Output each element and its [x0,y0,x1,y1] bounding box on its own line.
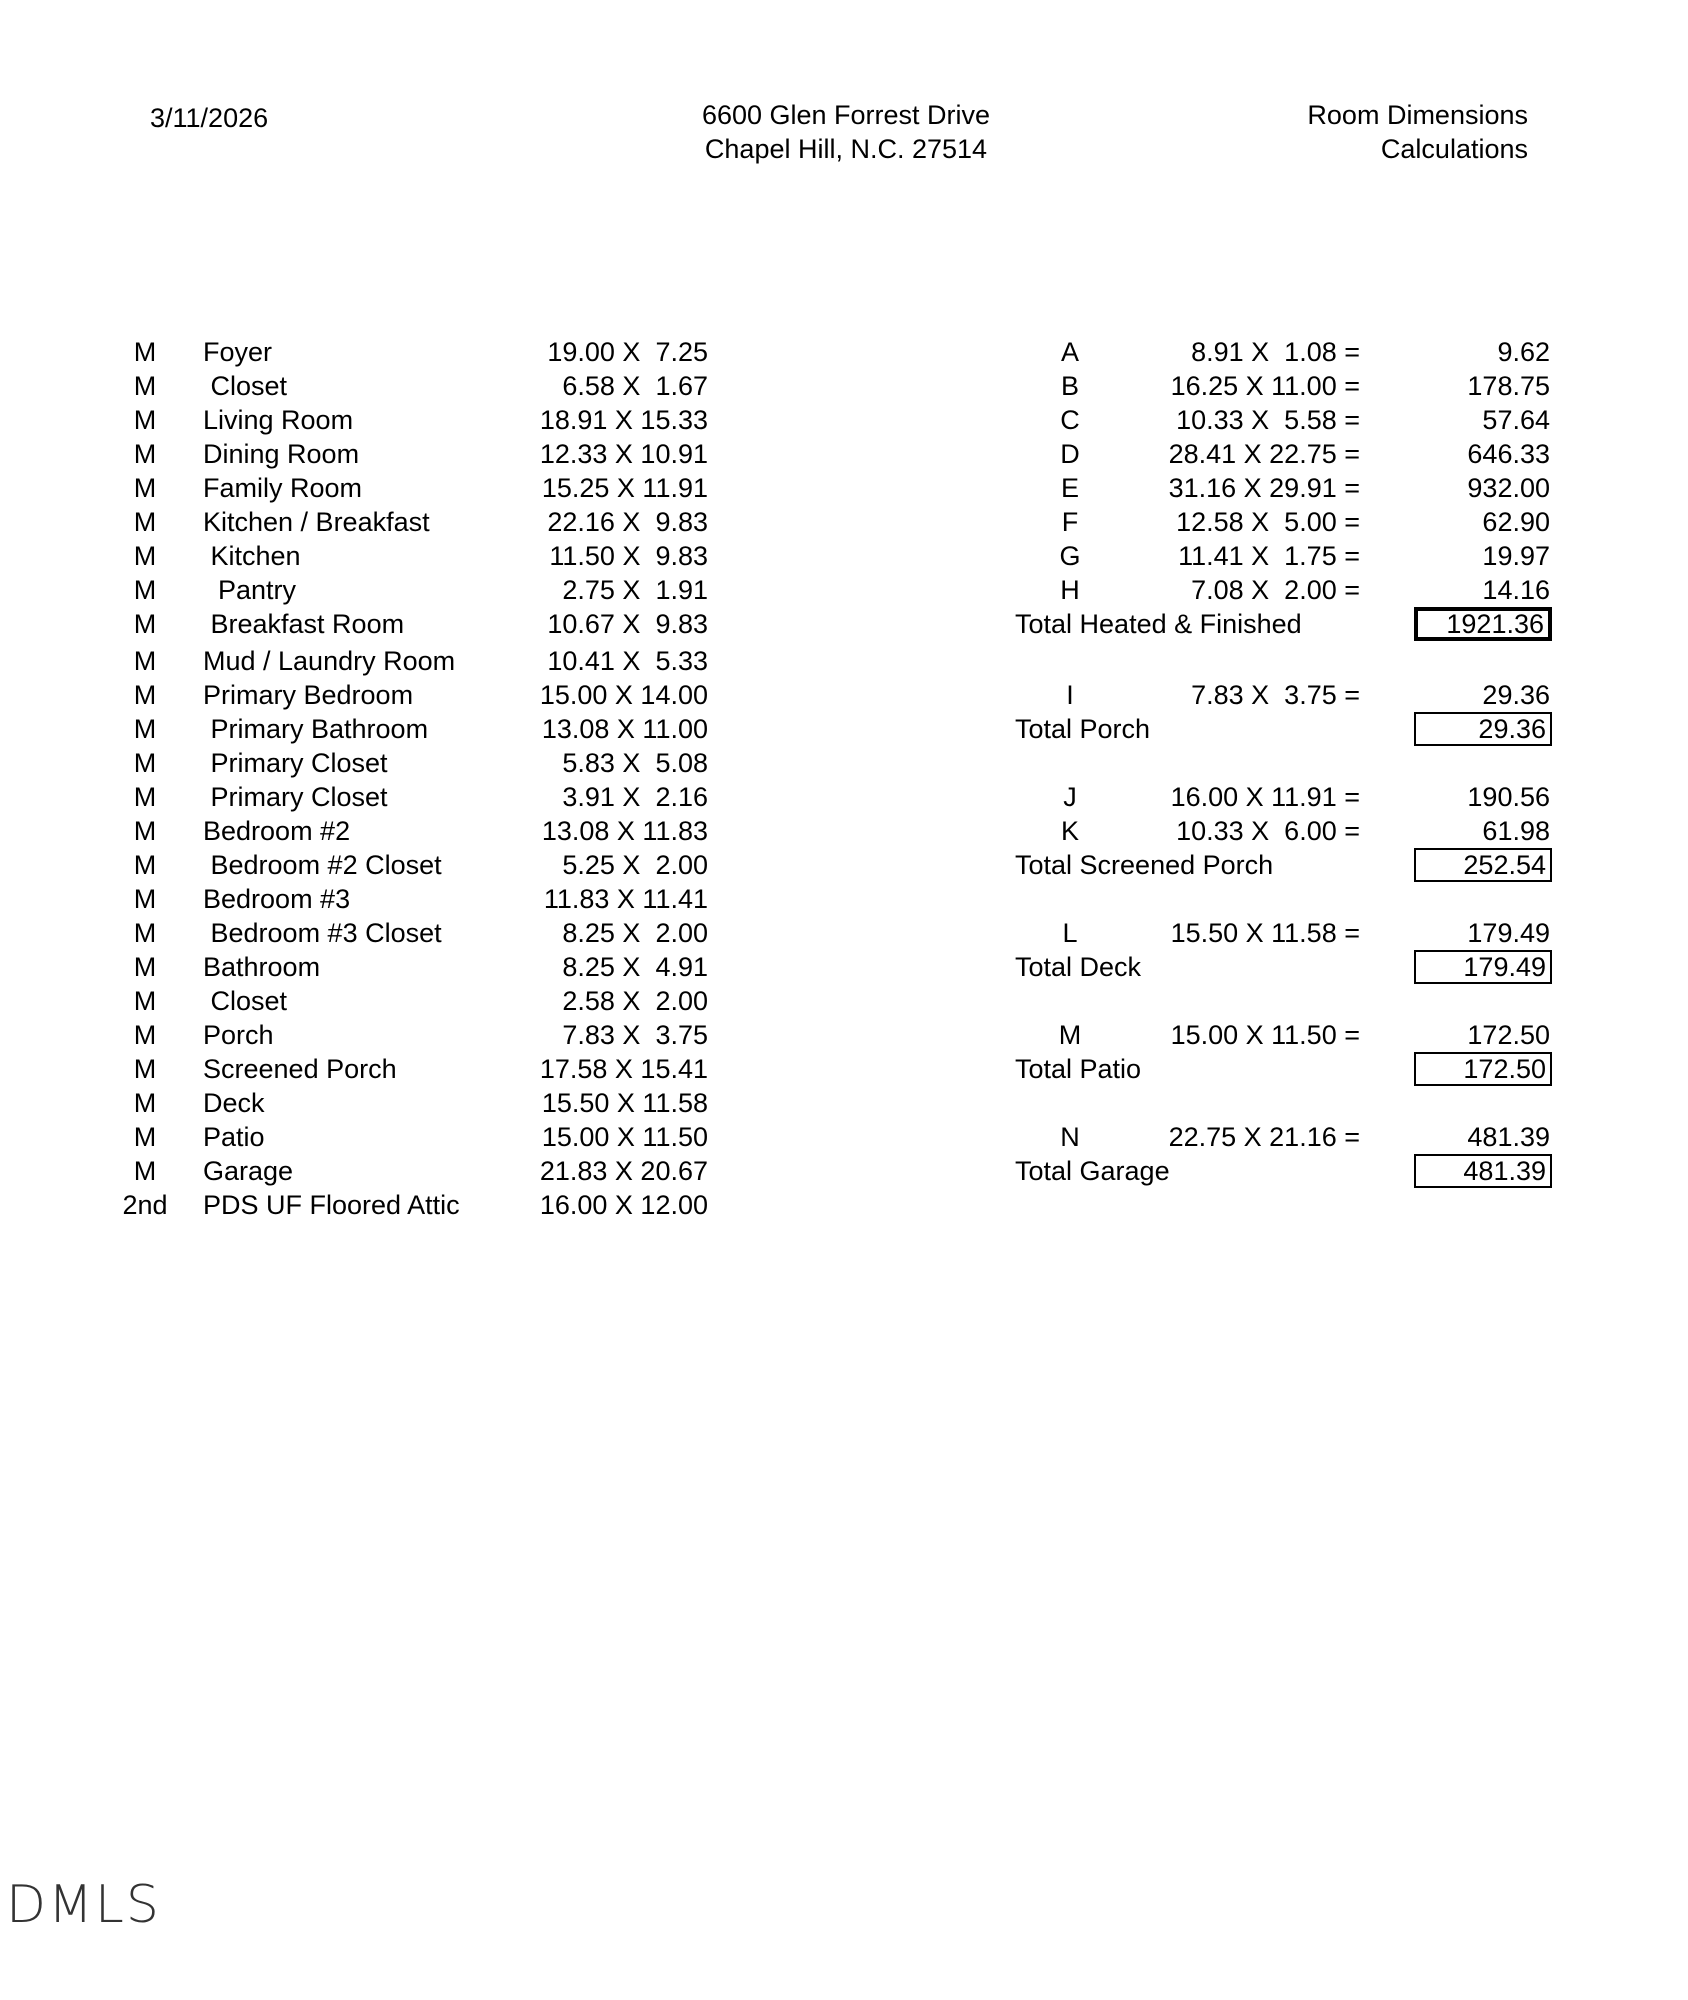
total-value-box: 179.49 [1414,950,1552,984]
room-dimensions: 13.08 X 11.00 [541,714,708,744]
room-dimensions: 10.41 X 5.33 [547,646,708,676]
calc-expression: 16.25 X 11.00 = [1170,371,1360,401]
total-value-box: 172.50 [1414,1052,1552,1086]
room-level: M [133,986,157,1016]
calc-row [0,471,1688,505]
calc-value: 646.33 [1467,439,1550,469]
room-level: M [133,918,157,948]
calc-label: E [1060,473,1079,503]
calc-expression: 10.33 X 6.00 = [1176,816,1360,846]
room-name: Bedroom #2 [203,816,351,846]
room-name: Screened Porch [203,1054,397,1084]
total-row [0,607,1688,641]
room-dimensions: 11.83 X 11.41 [543,884,708,914]
calc-value: 172.50 [1467,1020,1550,1050]
room-dimensions: 5.83 X 5.08 [562,748,708,778]
calc-expression: 15.00 X 11.50 = [1170,1020,1360,1050]
room-level: M [133,748,157,778]
calc-expression: 15.50 X 11.58 = [1170,918,1360,948]
room-dimensions: 18.91 X 15.33 [539,405,708,435]
room-name: Bedroom #3 Closet [203,918,442,948]
room-level: M [133,782,157,812]
room-name: Closet [203,371,288,401]
room-dimensions: 17.58 X 15.41 [539,1054,708,1084]
room-level: M [133,1088,157,1118]
calc-expression: 7.83 X 3.75 = [1191,680,1360,710]
room-dimensions: 7.83 X 3.75 [562,1020,708,1050]
room-name: Mud / Laundry Room [203,646,456,676]
calc-row [0,437,1688,471]
report-title-line-1: Room Dimensions [1307,100,1528,130]
room-name: Kitchen [203,541,301,571]
room-level: M [133,1020,157,1050]
calc-row [0,814,1688,848]
total-label: Total Screened Porch [1015,850,1274,880]
calc-value: 62.90 [1482,507,1550,537]
total-row [0,1052,1688,1086]
calc-label: H [1060,575,1080,605]
room-name: Pantry [203,575,297,605]
calc-value: 190.56 [1467,782,1550,812]
room-dimensions: 21.83 X 20.67 [539,1156,708,1186]
room-level: M [133,816,157,846]
calc-label: I [1066,680,1074,710]
room-level: M [133,680,157,710]
room-dimensions: 6.58 X 1.67 [562,371,708,401]
total-row [0,1154,1688,1188]
room-name: PDS UF Floored Attic [203,1190,460,1220]
room-level: M [133,609,157,639]
room-dimensions: 12.33 X 10.91 [539,439,708,469]
calc-expression: 16.00 X 11.91 = [1170,782,1360,812]
room-dimensions: 8.25 X 2.00 [562,918,708,948]
room-name: Primary Bedroom [203,680,414,710]
calc-value: 932.00 [1467,473,1550,503]
calc-label: K [1060,816,1079,846]
calc-value: 481.39 [1467,1122,1550,1152]
room-dimensions: 15.50 X 11.58 [541,1088,708,1118]
calc-row [0,403,1688,437]
room-name: Bedroom #3 [203,884,351,914]
room-dimensions: 19.00 X 7.25 [547,337,708,367]
room-dimensions: 16.00 X 12.00 [539,1190,708,1220]
room-name: Primary Bathroom [203,714,429,744]
total-label: Total Garage [1015,1156,1170,1186]
room-dimensions: 15.25 X 11.91 [541,473,708,503]
calc-row [0,539,1688,573]
room-level: M [133,405,157,435]
calc-row [0,573,1688,607]
dmls-watermark: DMLS [6,1875,161,1935]
room-name: Garage [203,1156,294,1186]
calc-value: 178.75 [1467,371,1550,401]
calc-label: M [1058,1020,1082,1050]
report-date: 3/11/2026 [150,103,269,133]
room-name: Patio [203,1122,265,1152]
report-title-line-2: Calculations [1380,134,1528,164]
room-dimensions: 10.67 X 9.83 [547,609,708,639]
room-name: Closet [203,986,288,1016]
calc-row [0,335,1688,369]
room-dimensions: 15.00 X 11.50 [541,1122,708,1152]
calc-expression: 31.16 X 29.91 = [1168,473,1360,503]
room-name: Primary Closet [203,782,388,812]
calc-row [0,1120,1688,1154]
room-name: Family Room [203,473,363,503]
property-address [596,98,1096,166]
room-name: Porch [203,1020,274,1050]
report-title [1307,98,1528,166]
room-dimensions: 8.25 X 4.91 [562,952,708,982]
calc-label: J [1063,782,1077,812]
room-name: Deck [203,1088,265,1118]
room-dimensions: 5.25 X 2.00 [562,850,708,880]
calc-value: 9.62 [1497,337,1550,367]
room-level: M [133,1054,157,1084]
room-level: M [133,1156,157,1186]
room-level: M [133,371,157,401]
total-value-box: 252.54 [1414,848,1552,882]
calc-label: F [1061,507,1079,537]
room-name: Foyer [203,337,273,367]
room-name: Bedroom #2 Closet [203,850,442,880]
total-value-box: 29.36 [1414,712,1552,746]
room-level: M [133,541,157,571]
calc-expression: 12.58 X 5.00 = [1176,507,1360,537]
room-level: M [133,575,157,605]
total-value-box: 1921.36 [1414,607,1552,641]
calc-label: D [1060,439,1080,469]
calc-row [0,916,1688,950]
room-level: M [133,439,157,469]
room-name: Primary Closet [203,748,388,778]
room-dimensions: 3.91 X 2.16 [562,782,708,812]
calc-expression: 22.75 X 21.16 = [1168,1122,1360,1152]
total-label: Total Porch [1015,714,1151,744]
room-level: M [133,507,157,537]
calc-expression: 8.91 X 1.08 = [1191,337,1360,367]
room-dimensions: 2.58 X 2.00 [562,986,708,1016]
room-name: Living Room [203,405,354,435]
room-level: M [133,714,157,744]
calc-label: N [1060,1122,1080,1152]
calc-label: C [1060,405,1080,435]
calc-row [0,505,1688,539]
calc-label: L [1062,918,1078,948]
total-label: Total Heated & Finished [1015,609,1302,639]
total-value-box: 481.39 [1414,1154,1552,1188]
room-name: Dining Room [203,439,360,469]
calc-value: 14.16 [1482,575,1550,605]
calc-value: 19.97 [1482,541,1550,571]
calc-row [0,369,1688,403]
room-name: Bathroom [203,952,321,982]
room-level: M [133,473,157,503]
total-label: Total Patio [1015,1054,1142,1084]
calc-expression: 28.41 X 22.75 = [1168,439,1360,469]
room-level: 2nd [122,1190,168,1220]
room-level: M [133,850,157,880]
address-line-2: Chapel Hill, N.C. 27514 [704,134,988,164]
room-dimensions: 11.50 X 9.83 [549,541,708,571]
room-name: Breakfast Room [203,609,405,639]
room-dimensions: 22.16 X 9.83 [547,507,708,537]
room-level: M [133,646,157,676]
total-label: Total Deck [1015,952,1142,982]
calc-value: 61.98 [1482,816,1550,846]
calc-value: 57.64 [1482,405,1550,435]
calc-expression: 7.08 X 2.00 = [1191,575,1360,605]
room-level: M [133,1122,157,1152]
calc-row [0,780,1688,814]
calc-expression: 11.41 X 1.75 = [1178,541,1360,571]
calc-label: G [1059,541,1081,571]
total-row [0,950,1688,984]
calc-value: 179.49 [1467,918,1550,948]
calc-label: A [1060,337,1079,367]
calc-row [0,678,1688,712]
calc-expression: 10.33 X 5.58 = [1176,405,1360,435]
room-name: Kitchen / Breakfast [203,507,430,537]
calc-label: B [1060,371,1079,401]
room-dimensions: 2.75 X 1.91 [562,575,708,605]
room-level: M [133,884,157,914]
calc-row [0,1018,1688,1052]
address-line-1: 6600 Glen Forrest Drive [701,100,991,130]
room-dimensions: 13.08 X 11.83 [541,816,708,846]
total-row [0,848,1688,882]
calc-value: 29.36 [1482,680,1550,710]
total-row [0,712,1688,746]
room-dimensions: 15.00 X 14.00 [539,680,708,710]
room-level: M [133,952,157,982]
room-level: M [133,337,157,367]
